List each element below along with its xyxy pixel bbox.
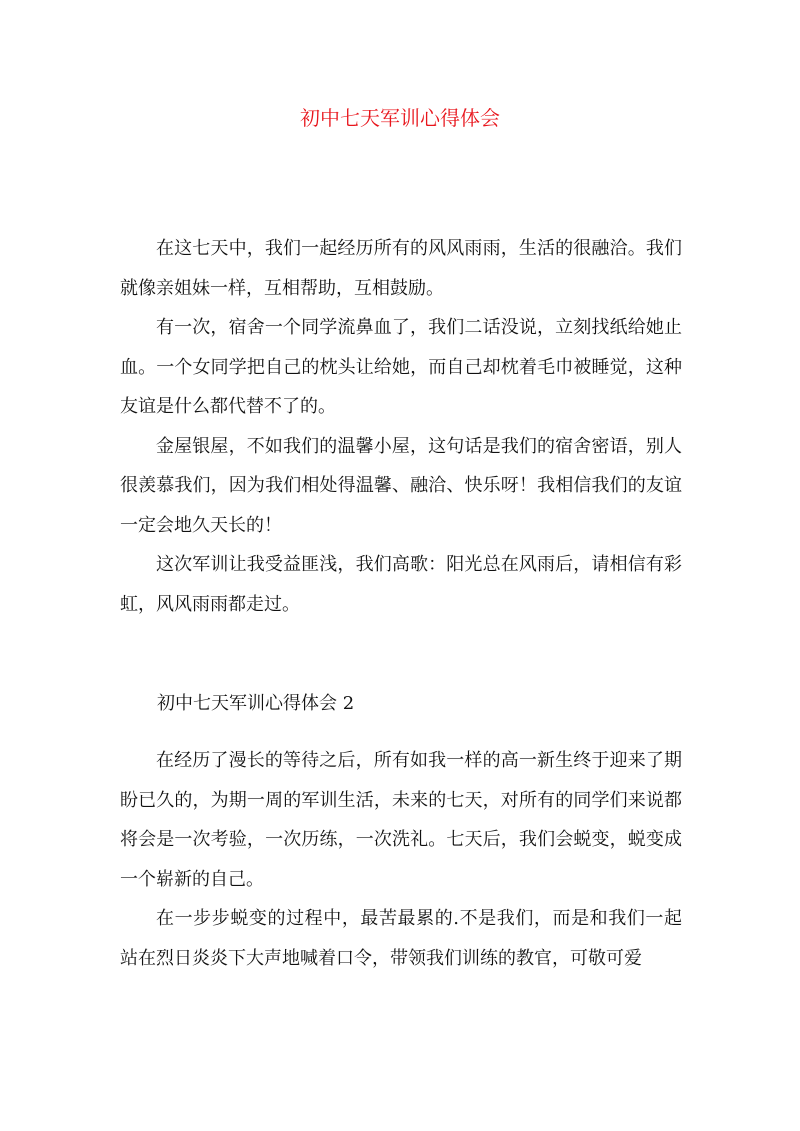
section-2-body <box>120 741 682 978</box>
paragraph: 在经历了漫长的等待之后，所有如我一样的高一新生终于迎来了期盼已久的，为期一周的军训生活，未来的七天，对所有的同学们来说都将会是一次考验，一次历练，一次洗礼。七天后，我们会蜕变，蜕变成一个崭新的自己。 <box>120 750 682 890</box>
paragraph: 在这七天中，我们一起经历所有的风风雨雨，生活的很融洽。我们就像亲姐妹一样，互相帮助，互相鼓励。 <box>120 238 682 299</box>
paragraph: 这次军训让我受益匪浅，我们高歌：阳光总在风雨后，请相信有彩虹，风风雨雨都走过。 <box>120 554 682 615</box>
paragraph: 在一步步蜕变的过程中，最苦最累的.不是我们，而是和我们一起站在烈日炎炎下大声地喊着口令，带领我们训练的教官，可敬可爱 <box>120 908 682 969</box>
paragraph: 有一次，宿舍一个同学流鼻血了，我们二话没说，立刻找纸给她止血。一个女同学把自己的枕头让给她，而自己却枕着毛巾被睡觉，这种友谊是什么都代替不了的。 <box>120 317 682 417</box>
section-2-heading: 初中七天军训心得体会 2 <box>157 693 355 714</box>
paragraph: 金屋银屋，不如我们的温馨小屋，这句话是我们的宿舍密语，别人很羡慕我们，因为我们相处得温馨、融洽、快乐呀！我相信我们的友谊一定会地久天长的！ <box>120 435 682 536</box>
section-1-body <box>120 229 682 624</box>
document-title: 初中七天军训心得体会 <box>300 106 500 130</box>
